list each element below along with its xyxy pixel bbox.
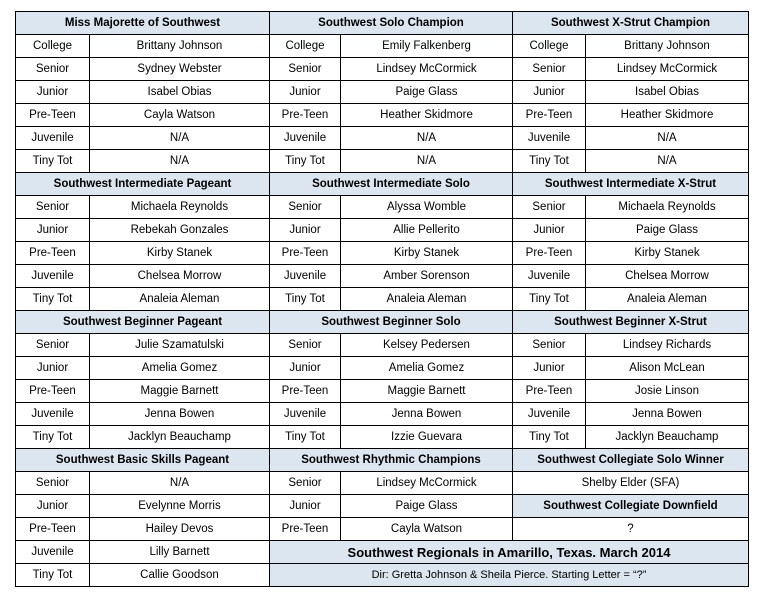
winner-name: Amelia Gomez [89,356,270,380]
division-label: Junior [269,80,341,104]
winner-name: Jenna Bowen [340,402,513,426]
division-label: Juvenile [269,264,341,288]
winner-name: Michaela Reynolds [89,195,270,219]
winner-name: Cayla Watson [89,103,270,127]
winner-name: Isabel Obias [585,80,749,104]
section-title-intermediate-xstrut: Southwest Intermediate X-Strut [512,172,749,196]
collegiate-downfield-winner: ? [512,517,749,541]
winner-name: Izzie Guevara [340,425,513,449]
winner-name: N/A [89,126,270,150]
division-label: Juvenile [269,126,341,150]
footer-subtitle: Dir: Gretta Johnson & Sheila Pierce. Starting Letter = “?” [269,563,749,587]
division-label: Pre-Teen [15,241,90,265]
winner-name: N/A [585,126,749,150]
winner-name: Jenna Bowen [89,402,270,426]
division-label: Tiny Tot [15,425,90,449]
winner-name: Alyssa Womble [340,195,513,219]
division-label: Senior [512,195,586,219]
winner-name: Paige Glass [585,218,749,242]
winner-name: Jenna Bowen [585,402,749,426]
division-label: Tiny Tot [512,149,586,173]
division-label: Juvenile [269,402,341,426]
division-label: College [269,34,341,58]
winner-name: Analeia Aleman [89,287,270,311]
winner-name: N/A [89,471,270,495]
winner-name: Amber Sorenson [340,264,513,288]
winner-name: N/A [340,126,513,150]
division-label: Juvenile [512,402,586,426]
winner-name: Heather Skidmore [585,103,749,127]
winner-name: Alison McLean [585,356,749,380]
winner-name: Josie Linson [585,379,749,403]
division-label: Senior [512,333,586,357]
division-label: Senior [15,333,90,357]
section-title-beginner-solo: Southwest Beginner Solo [269,310,513,334]
division-label: Pre-Teen [512,379,586,403]
winner-name: Rebekah Gonzales [89,218,270,242]
division-label: Juvenile [15,402,90,426]
division-label: Juvenile [15,126,90,150]
winner-name: Maggie Barnett [89,379,270,403]
division-label: Tiny Tot [15,149,90,173]
division-label: Junior [269,218,341,242]
division-label: Pre-Teen [512,103,586,127]
division-label: Pre-Teen [269,241,341,265]
section-title-intermediate-pageant: Southwest Intermediate Pageant [15,172,270,196]
winner-name: N/A [89,149,270,173]
winner-name: Brittany Johnson [89,34,270,58]
division-label: Tiny Tot [269,287,341,311]
division-label: Junior [512,80,586,104]
division-label: Junior [15,80,90,104]
winner-name: Amelia Gomez [340,356,513,380]
winner-name: Isabel Obias [89,80,270,104]
winner-name: Analeia Aleman [585,287,749,311]
winner-name: Chelsea Morrow [585,264,749,288]
winner-name: Evelynne Morris [89,494,270,518]
winner-name: Kirby Stanek [89,241,270,265]
winner-name: Emily Falkenberg [340,34,513,58]
winner-name: Allie Pellerito [340,218,513,242]
winner-name: Lindsey McCormick [340,471,513,495]
winner-name: Heather Skidmore [340,103,513,127]
division-label: Tiny Tot [512,425,586,449]
division-label: Tiny Tot [512,287,586,311]
collegiate-downfield-title: Southwest Collegiate Downfield [512,494,749,518]
collegiate-solo-winner: Shelby Elder (SFA) [512,471,749,495]
division-label: College [512,34,586,58]
division-label: Senior [269,471,341,495]
division-label: Junior [15,356,90,380]
section-title-miss-majorette: Miss Majorette of Southwest [15,11,270,35]
winner-name: Sydney Webster [89,57,270,81]
division-label: Tiny Tot [269,149,341,173]
winner-name: Kirby Stanek [340,241,513,265]
division-label: Senior [269,333,341,357]
division-label: Senior [269,57,341,81]
section-title-solo-champion: Southwest Solo Champion [269,11,513,35]
division-label: Senior [15,195,90,219]
winner-name: Kelsey Pedersen [340,333,513,357]
division-label: Juvenile [512,264,586,288]
division-label: Senior [15,57,90,81]
winner-name: Lindsey McCormick [585,57,749,81]
division-label: Tiny Tot [15,563,90,587]
division-label: Juvenile [15,264,90,288]
winner-name: Cayla Watson [340,517,513,541]
division-label: Junior [269,356,341,380]
winner-name: Jacklyn Beauchamp [585,425,749,449]
division-label: Senior [512,57,586,81]
winner-name: Lindsey Richards [585,333,749,357]
section-title-basic-skills-pageant: Southwest Basic Skills Pageant [15,448,270,472]
winner-name: Jacklyn Beauchamp [89,425,270,449]
division-label: Tiny Tot [269,425,341,449]
results-sheet [15,11,748,586]
division-label: Pre-Teen [15,103,90,127]
footer-title: Southwest Regionals in Amarillo, Texas. March 2014 [269,540,749,564]
section-title-rhythmic-champions: Southwest Rhythmic Champions [269,448,513,472]
division-label: Pre-Teen [15,517,90,541]
winner-name: Analeia Aleman [340,287,513,311]
division-label: Junior [512,218,586,242]
division-label: Junior [512,356,586,380]
division-label: Pre-Teen [15,379,90,403]
collegiate-solo-title: Southwest Collegiate Solo Winner [512,448,749,472]
section-title-beginner-xstrut: Southwest Beginner X-Strut [512,310,749,334]
division-label: Pre-Teen [269,517,341,541]
winner-name: Callie Goodson [89,563,270,587]
division-label: Pre-Teen [512,241,586,265]
winner-name: N/A [585,149,749,173]
winner-name: Kirby Stanek [585,241,749,265]
winner-name: Lindsey McCormick [340,57,513,81]
section-title-beginner-pageant: Southwest Beginner Pageant [15,310,270,334]
division-label: Senior [269,195,341,219]
winner-name: Lilly Barnett [89,540,270,564]
division-label: Pre-Teen [269,103,341,127]
division-label: Junior [269,494,341,518]
division-label: College [15,34,90,58]
section-title-xstrut-champion: Southwest X-Strut Champion [512,11,749,35]
section-title-intermediate-solo: Southwest Intermediate Solo [269,172,513,196]
winner-name: Paige Glass [340,80,513,104]
division-label: Senior [15,471,90,495]
winner-name: Chelsea Morrow [89,264,270,288]
winner-name: Paige Glass [340,494,513,518]
division-label: Juvenile [512,126,586,150]
winner-name: N/A [340,149,513,173]
division-label: Junior [15,218,90,242]
division-label: Junior [15,494,90,518]
division-label: Juvenile [15,540,90,564]
winner-name: Brittany Johnson [585,34,749,58]
division-label: Tiny Tot [15,287,90,311]
winner-name: Hailey Devos [89,517,270,541]
winner-name: Maggie Barnett [340,379,513,403]
division-label: Pre-Teen [269,379,341,403]
winner-name: Michaela Reynolds [585,195,749,219]
winner-name: Julie Szamatulski [89,333,270,357]
